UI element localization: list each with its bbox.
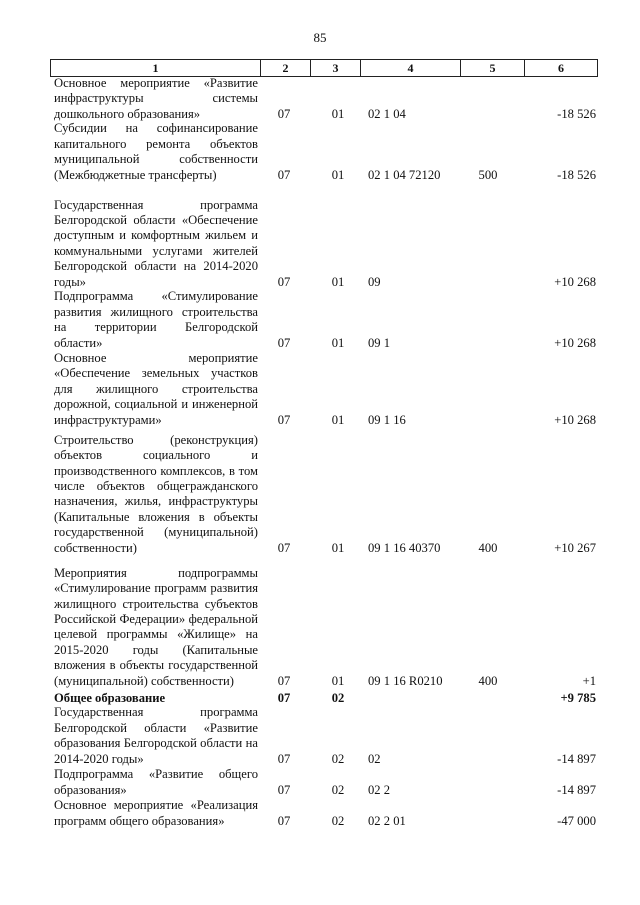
row-amount: +10 267: [554, 540, 596, 555]
header-col-4: 4: [360, 60, 460, 76]
table-row: [0, 706, 640, 767]
row-description: Мероприятия подпрограммы «Стимулирование программ развития жилищного строительства субъектов Российской Федерации» федеральной целевой программы «Жилище» на 2015-2020 годы (Капитальные вложения в объекты государственной (муниципальной) собственности): [54, 565, 258, 688]
header-col-6: 6: [524, 60, 598, 76]
row-description: Основное мероприятие «Обеспечение земельных участков для жилищного строительства дорожной, социальной и инженерной инфраструктурами»: [54, 350, 258, 427]
table-row: [0, 428, 640, 556]
table-row: [0, 183, 640, 290]
row-section: 07: [277, 813, 291, 828]
row-expense-type: 400: [478, 540, 498, 555]
row-description: Строительство (реконструкция) объектов социального и производственного комплексов, в том числе объектов общегражданского назначения, жилья, инфраструктуры (Капитальные вложения в объекты государственной (муниципальной) собственности): [54, 432, 258, 555]
header-col-2: 2: [260, 60, 310, 76]
table-row: [0, 76, 640, 122]
row-target-code: 02 2 01: [368, 813, 406, 828]
row-subsection: 01: [331, 167, 345, 182]
row-target-code: 02 1 04: [368, 106, 406, 121]
row-section: 07: [277, 673, 291, 688]
table-row: [0, 798, 640, 829]
row-expense-type: 400: [478, 673, 498, 688]
row-target-code: 09: [368, 274, 381, 289]
row-subsection: 01: [331, 274, 345, 289]
row-description: Государственная программа Белгородской области «Обеспечение доступным и комфортным жильем и коммунальными услугами жителей Белгородской области на 2014-2020 годы»: [54, 197, 258, 289]
row-section: 07: [277, 540, 291, 555]
row-subsection: 02: [331, 690, 345, 705]
row-section: 07: [277, 106, 291, 121]
row-amount: +10 268: [554, 412, 596, 427]
row-section: 07: [277, 274, 291, 289]
table-row: [0, 556, 640, 689]
row-section: 07: [277, 412, 291, 427]
row-amount: -14 897: [557, 751, 596, 766]
table-row: [0, 689, 640, 706]
row-amount: +10 268: [554, 274, 596, 289]
row-subsection: 01: [331, 673, 345, 688]
row-subsection: 02: [331, 813, 345, 828]
row-target-code: 09 1 16 R0210: [368, 673, 443, 688]
row-subsection: 02: [331, 751, 345, 766]
row-target-code: 02 2: [368, 782, 391, 797]
row-amount: +9 785: [560, 690, 596, 705]
header-col-3: 3: [310, 60, 360, 76]
header-col-1: 1: [50, 60, 260, 76]
row-subsection: 01: [331, 412, 345, 427]
row-subsection: 02: [331, 782, 345, 797]
row-description: Подпрограмма «Стимулирование развития жилищного строительства на территории Белгородской области»: [54, 289, 258, 350]
row-expense-type: 500: [478, 167, 498, 182]
row-section: 07: [277, 167, 291, 182]
table-header: [50, 59, 598, 77]
row-description: Основное мероприятие «Реализация программ общего образования»: [54, 798, 258, 828]
table-row: [0, 122, 640, 183]
table-row: [0, 767, 640, 798]
row-subsection: 01: [331, 540, 345, 555]
row-amount: -18 526: [557, 106, 596, 121]
row-target-code: 02 1 04 72120: [368, 167, 441, 182]
row-target-code: 09 1 16: [368, 412, 406, 427]
row-section: 07: [277, 782, 291, 797]
row-section: 07: [277, 335, 291, 350]
row-amount: -47 000: [557, 813, 596, 828]
table-row: [0, 290, 640, 351]
row-section: 07: [277, 751, 291, 766]
row-target-code: 09 1: [368, 335, 391, 350]
row-amount: +1: [582, 673, 596, 688]
row-description: Общее образование: [54, 690, 166, 705]
row-target-code: 09 1 16 40370: [368, 540, 441, 555]
row-target-code: 02: [368, 751, 381, 766]
table-row: [0, 351, 640, 428]
row-section: 07: [277, 690, 291, 705]
page-number: 85: [313, 30, 327, 45]
row-amount: +10 268: [554, 335, 596, 350]
row-description: Государственная программа Белгородской области «Развитие образования Белгородской области на 2014-2020 годы»: [54, 705, 258, 766]
row-subsection: 01: [331, 106, 345, 121]
row-description: Субсидии на софинансирование капитального ремонта объектов муниципальной собственности (Межбюджетные трансферты): [54, 121, 258, 182]
row-amount: -18 526: [557, 167, 596, 182]
row-amount: -14 897: [557, 782, 596, 797]
row-description: Подпрограмма «Развитие общего образования»: [54, 767, 258, 797]
header-col-5: 5: [460, 60, 524, 76]
row-subsection: 01: [331, 335, 345, 350]
row-description: Основное мероприятие «Развитие инфраструктуры системы дошкольного образования»: [54, 75, 258, 121]
